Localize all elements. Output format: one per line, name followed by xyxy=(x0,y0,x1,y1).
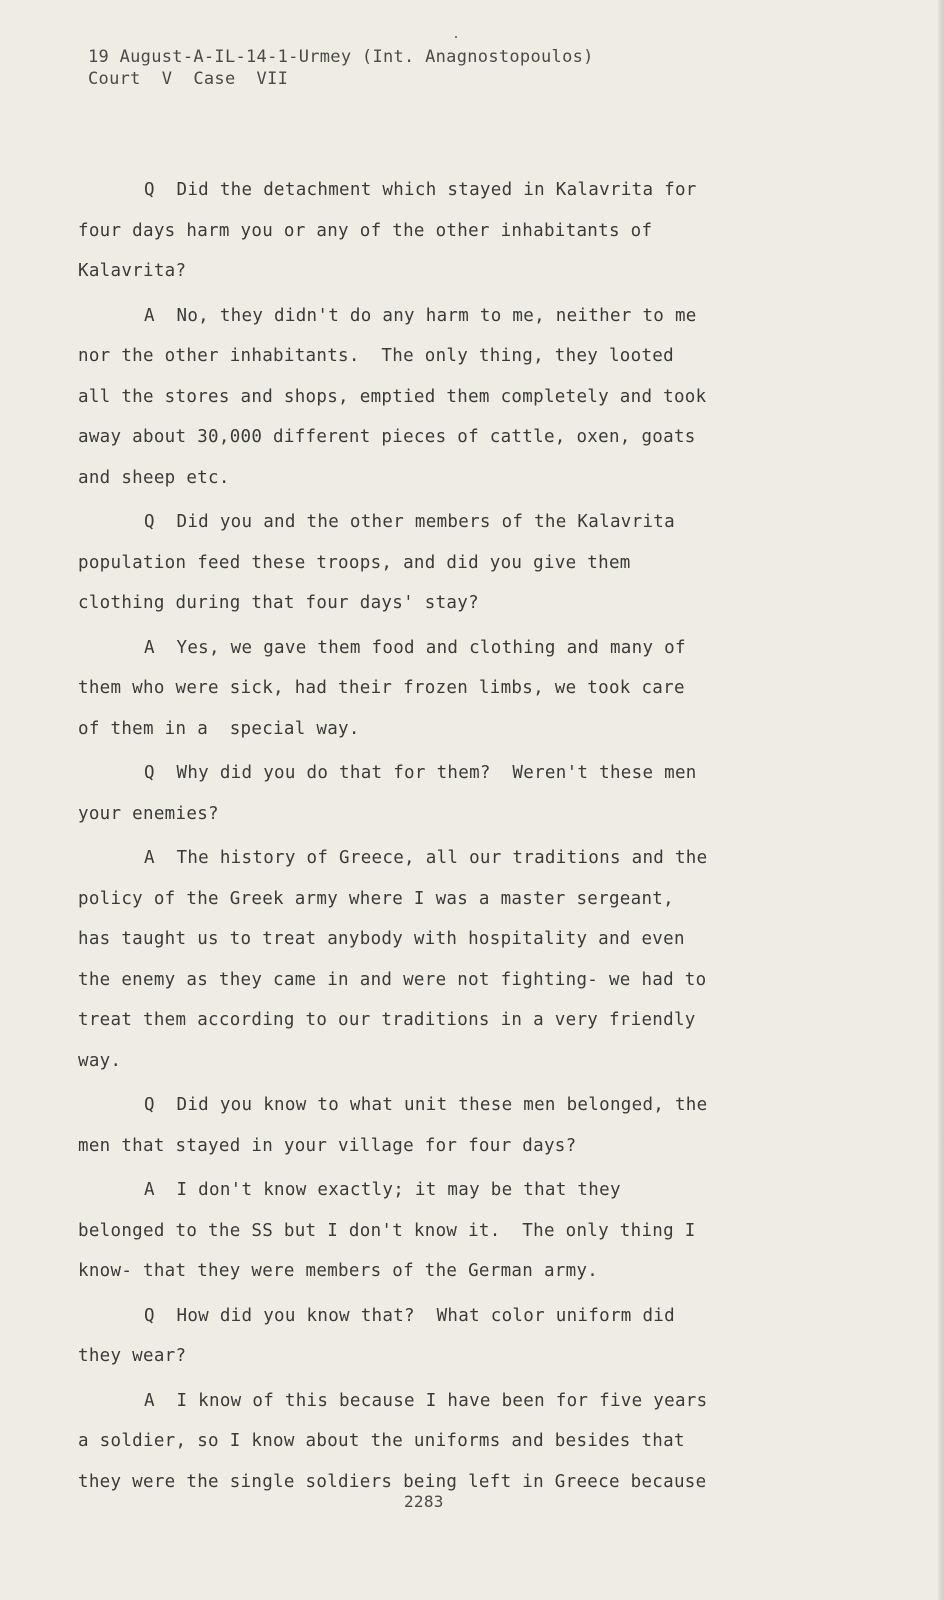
transcript-paragraph xyxy=(78,1170,788,1292)
paper-speck xyxy=(455,36,457,38)
transcript-paragraph xyxy=(78,502,788,624)
transcript-line: know- that they were members of the German army. xyxy=(78,1261,599,1281)
transcript-paragraph xyxy=(78,838,788,1081)
transcript-line: and sheep etc. xyxy=(78,467,230,488)
transcript-line: A Yes, we gave them food and clothing and many of xyxy=(144,637,686,658)
transcript-paragraph xyxy=(78,170,788,292)
transcript-line: nor the other inhabitants. The only thing, they looted xyxy=(78,346,674,366)
document-header xyxy=(88,46,594,90)
transcript-line: Q Did you and the other members of the Kalavrita xyxy=(144,512,675,532)
transcript-line: A I know of this because I have been for five years xyxy=(144,1390,708,1411)
header-line-2: Court V Case VII xyxy=(88,69,289,89)
page-number: 2283 xyxy=(404,1492,444,1511)
transcript-body xyxy=(78,170,788,1506)
transcript-line: Kalavrita? xyxy=(78,261,187,281)
transcript-paragraph xyxy=(78,628,788,750)
transcript-line: A No, they didn't do any harm to me, neither to me xyxy=(144,305,697,326)
header-line-1: 19 August-A-IL-14-1-Urmey (Int. Anagnostopoulos) xyxy=(88,47,594,67)
transcript-line: population feed these troops, and did you give them xyxy=(78,552,631,573)
transcript-line: all the stores and shops, emptied them completely and took xyxy=(78,386,707,407)
transcript-line: men that stayed in your village for four days? xyxy=(78,1135,577,1156)
transcript-paragraph xyxy=(78,1381,788,1503)
transcript-line: a soldier, so I know about the uniforms and besides that xyxy=(78,1431,685,1451)
transcript-line: clothing during that four days' stay? xyxy=(78,593,479,613)
transcript-line: away about 30,000 different pieces of cattle, oxen, goats xyxy=(78,427,696,447)
transcript-line: they were the single soldiers being left in Greece because xyxy=(78,1471,707,1492)
transcript-paragraph xyxy=(78,296,788,499)
transcript-line: belonged to the SS but I don't know it. The only thing I xyxy=(78,1220,696,1241)
transcript-line: Q Did the detachment which stayed in Kalavrita for xyxy=(144,180,697,200)
transcript-line: of them in a special way. xyxy=(78,718,360,739)
page-edge xyxy=(938,0,944,1600)
transcript-paragraph xyxy=(78,1085,788,1166)
transcript-paragraph xyxy=(78,1296,788,1377)
transcript-line: them who were sick, had their frozen limbs, we took care xyxy=(78,678,685,698)
transcript-line: Q Did you know to what unit these men belonged, the xyxy=(144,1095,708,1115)
transcript-line: policy of the Greek army where I was a master sergeant, xyxy=(78,888,674,909)
transcript-line: your enemies? xyxy=(78,803,219,824)
transcript-line: Q How did you know that? What color uniform did xyxy=(144,1305,675,1326)
transcript-paragraph xyxy=(78,753,788,834)
transcript-line: A I don't know exactly; it may be that they xyxy=(144,1180,621,1200)
transcript-line: four days harm you or any of the other inhabitants of xyxy=(78,220,653,241)
transcript-line: Q Why did you do that for them? Weren't these men xyxy=(144,763,697,783)
transcript-line: the enemy as they came in and were not fighting- we had to xyxy=(78,969,707,990)
transcript-line: has taught us to treat anybody with hospitality and even xyxy=(78,929,685,949)
transcript-line: treat them according to our traditions in a very friendly xyxy=(78,1010,696,1030)
transcript-line: they wear? xyxy=(78,1346,187,1366)
transcript-line: A The history of Greece, all our traditions and the xyxy=(144,848,708,868)
transcript-line: way. xyxy=(78,1050,122,1071)
